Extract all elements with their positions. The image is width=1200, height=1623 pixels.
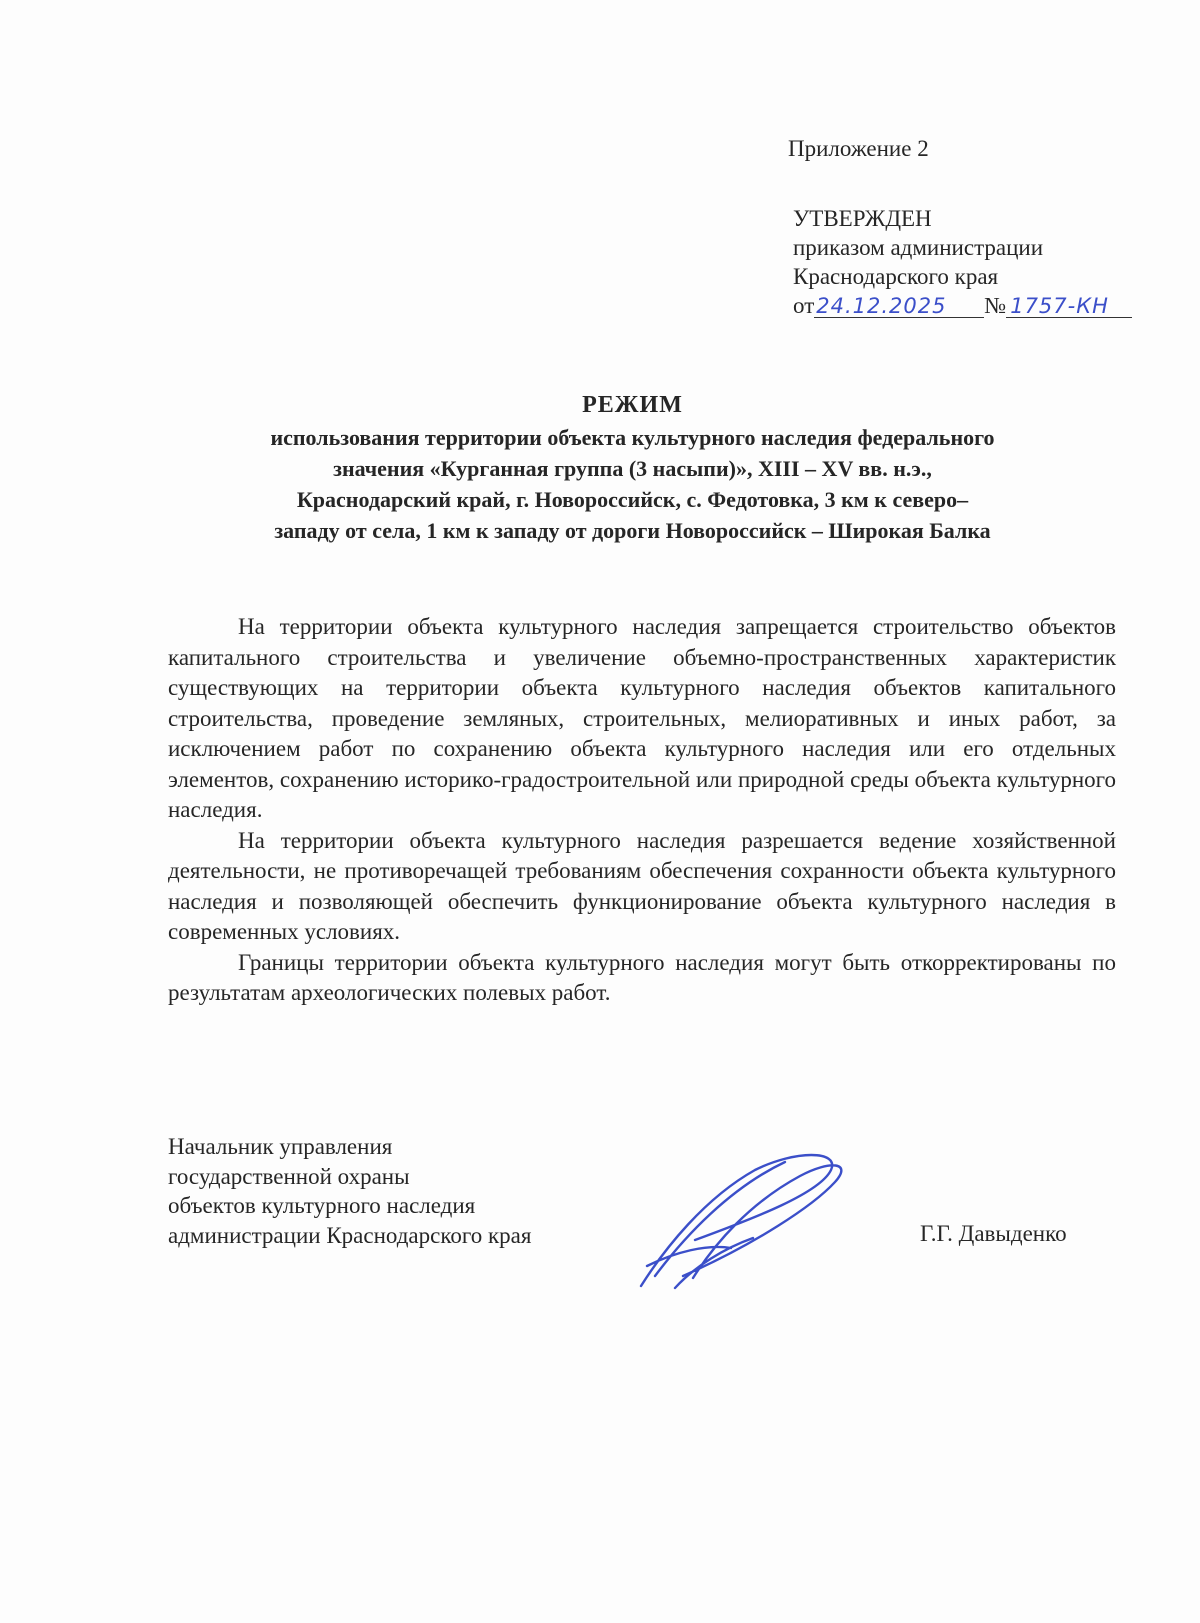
- paragraph-boundaries: Границы территории объекта культурного наследия могут быть откорректированы по результатам археологических полевых работ.: [168, 949, 1116, 1005]
- approval-line-2: Краснодарского края: [793, 264, 999, 289]
- approval-line-1: приказом администрации: [793, 235, 1044, 260]
- order-number-handwritten: 1757-КН: [1006, 295, 1132, 318]
- title-line-2: значения «Курганная группа (3 насыпи)», XIII – XV вв. н.э.,: [333, 456, 932, 481]
- order-number-label: №: [984, 293, 1007, 318]
- document-body: [168, 612, 1116, 1009]
- paragraph-permission: На территории объекта культурного наследия разрешается ведение хозяйственной деятельности, не противоречащей требованиям обеспечения сохранности объекта культурного наследия и позволяющей обеспечить функционирование объекта культурного наследия в современных условиях.: [168, 827, 1116, 944]
- approval-stamp: [793, 204, 1132, 320]
- position-line-1: Начальник управления: [168, 1134, 393, 1159]
- title-line-1: использования территории объекта культурного наследия федерального: [270, 425, 995, 450]
- signatory-name: Г.Г. Давыденко: [920, 1221, 1067, 1246]
- appendix-label: Приложение 2: [788, 136, 929, 161]
- order-date-handwritten: 24.12.2025: [814, 295, 984, 318]
- approval-status: УТВЕРЖДЕН: [793, 206, 932, 231]
- handwritten-signature: [635, 1148, 865, 1290]
- paragraph-prohibition: На территории объекта культурного наследия запрещается строительство объектов капитального строительства и увеличение объемно-пространственных характеристик существующих на территории объекта культурного наследия объектов капитального строительства, проведение земляных, строительных, мелиоративных и иных работ, за исключением работ по сохранению объекта культурного наследия или его отдельных элементов, сохранению историко-градостроительной или природной среды объекта культурного наследия.: [168, 614, 1116, 822]
- signatory-position: [168, 1132, 531, 1250]
- document-title: [150, 390, 1115, 546]
- title-line-4: западу от села, 1 км к западу от дороги Новороссийск – Широкая Балка: [274, 518, 991, 543]
- title-line-3: Краснодарский край, г. Новороссийск, с. Федотовка, 3 км к северо–: [296, 487, 969, 512]
- position-line-3: объектов культурного наследия: [168, 1193, 476, 1218]
- position-line-4: администрации Краснодарского края: [168, 1222, 532, 1248]
- title-word: РЕЖИМ: [582, 392, 683, 418]
- position-line-2: государственной охраны: [168, 1163, 410, 1189]
- order-date-prefix: от: [793, 293, 815, 318]
- order-reference: [793, 291, 1132, 320]
